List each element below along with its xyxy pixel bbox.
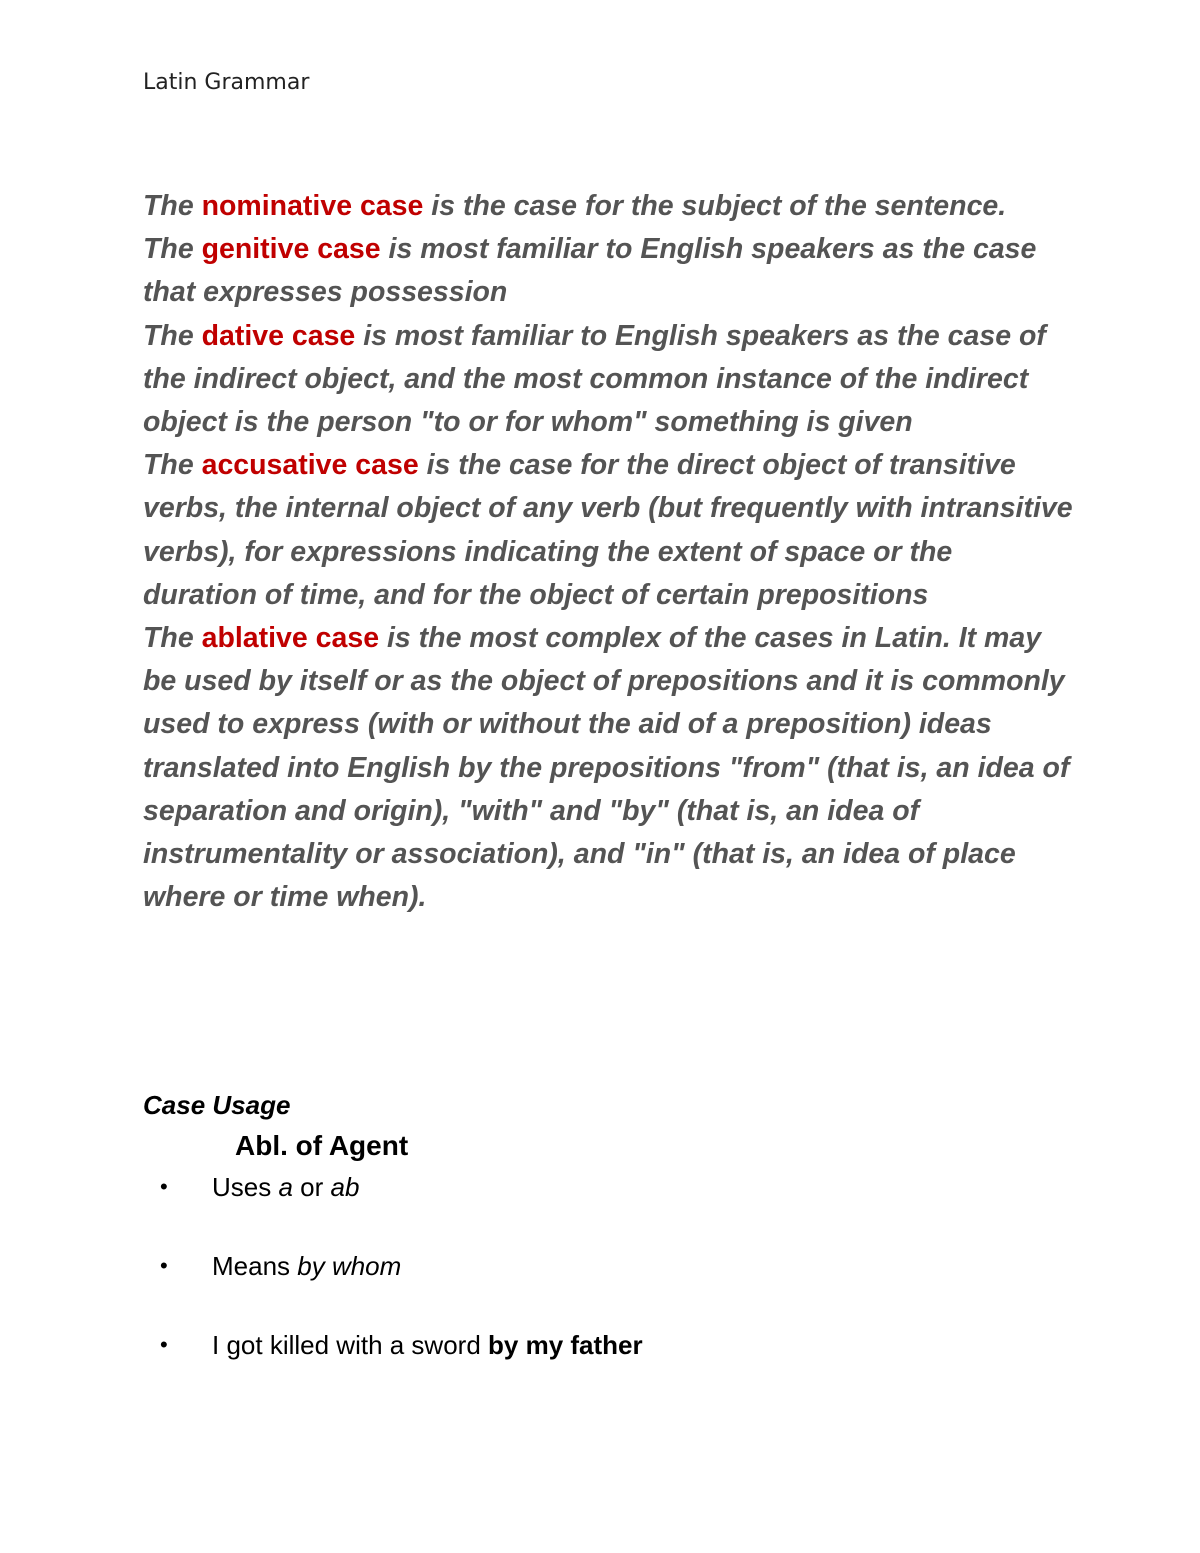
term-dative: dative case xyxy=(201,319,356,352)
item-text: I got killed with a sword xyxy=(212,1330,489,1360)
term-ablative: ablative case xyxy=(201,622,380,655)
item-emphasis: by whom xyxy=(297,1251,402,1281)
definition-ablative xyxy=(143,617,1073,919)
definition-nominative xyxy=(143,185,1073,228)
ablative-of-agent-heading: Abl. of Agent xyxy=(235,1130,409,1161)
document-title: Latin Grammar xyxy=(143,70,310,95)
item-emphasis: ab xyxy=(330,1172,360,1202)
item-emphasis: a xyxy=(278,1172,293,1202)
list-item xyxy=(160,1251,401,1282)
definition-accusative xyxy=(143,444,1073,617)
definition-text: is the case for the direct object of transitive verbs, the internal object of any verb (but frequently with intransitive verbs), for expressions indicating the extent of space or the duration of time, and for the object of certain prepositions xyxy=(143,449,1073,611)
item-text: Means xyxy=(212,1251,298,1281)
list-item xyxy=(160,1172,359,1203)
item-text: or xyxy=(292,1172,331,1202)
definition-text: is the case for the subject of the sentence. xyxy=(423,190,1007,222)
definition-lead: The xyxy=(143,319,202,352)
term-nominative: nominative case xyxy=(201,190,424,222)
item-text: Uses xyxy=(212,1172,279,1202)
bullet-icon: • xyxy=(160,1253,168,1278)
case-definitions xyxy=(143,185,1073,919)
definition-lead: The xyxy=(143,449,202,482)
definition-lead: The xyxy=(143,233,202,266)
definition-lead: The xyxy=(143,190,202,222)
case-usage-heading: Case Usage xyxy=(143,1090,291,1120)
definition-text: is the most complex of the cases in Latin. It may be used by itself or as the object of prepositions and it is commonly used to express (with or without the aid of a preposition) ideas translated into English by the prepositions "from" (that is, an idea of separation and origin), "with" and "by" (that is, an idea of instrumentality or association), and "in" (that is, an idea of place where or time when). xyxy=(143,622,1070,914)
list-item xyxy=(160,1330,643,1361)
definition-lead: The xyxy=(143,622,202,655)
item-strong: by my father xyxy=(488,1330,643,1360)
bullet-icon: • xyxy=(160,1332,168,1357)
bullet-icon: • xyxy=(160,1174,168,1199)
term-accusative: accusative case xyxy=(201,449,419,482)
definition-genitive xyxy=(143,228,1073,314)
definition-text: is most familiar to English speakers as the case of the indirect object, and the most common instance of the indirect object is the person "to or for whom" something is given xyxy=(143,319,1046,439)
definition-text: is most familiar to English speakers as the case that expresses possession xyxy=(143,233,1037,309)
term-genitive: genitive case xyxy=(201,233,381,266)
definition-dative xyxy=(143,315,1073,445)
